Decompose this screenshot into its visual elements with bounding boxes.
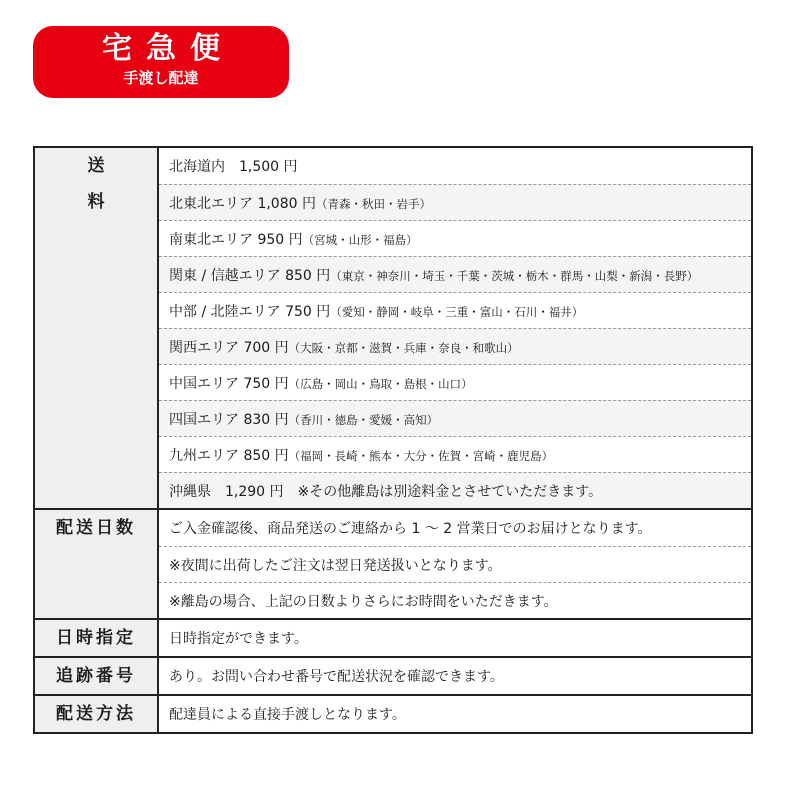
shipping-fee-header: 送 料 bbox=[35, 148, 159, 508]
fee-row-chubu: 中部 / 北陸エリア 750 円（愛知・静岡・岐阜・三重・富山・石川・福井） bbox=[159, 292, 751, 328]
fee-row-chugoku: 中国エリア 750 円（広島・岡山・鳥取・島根・山口） bbox=[159, 364, 751, 400]
fee-row-minami-tohoku: 南東北エリア 950 円（宮城・山形・福島） bbox=[159, 220, 751, 256]
fee-row-shikoku: 四国エリア 830 円（香川・徳島・愛媛・高知） bbox=[159, 400, 751, 436]
service-badge bbox=[33, 26, 289, 98]
tracking-section bbox=[35, 656, 751, 694]
shipping-days-rows bbox=[159, 510, 751, 618]
tracking-header: 追跡番号 bbox=[35, 658, 159, 694]
shipping-days-header: 配送日数 bbox=[35, 510, 159, 618]
shipping-days-row: ご入金確認後、商品発送のご連絡から 1 〜 2 営業日でのお届けとなります。 bbox=[169, 521, 652, 537]
delivery-method-text: 配達員による直接手渡しとなります。 bbox=[169, 707, 406, 723]
fee-row-kanto: 関東 / 信越エリア 850 円（東京・神奈川・埼玉・千葉・茨城・栃木・群馬・山梨・新潟・長野） bbox=[159, 256, 751, 292]
shipping-fee-rows bbox=[159, 148, 751, 508]
fee-row-hokkaido: 北海道内 1,500 円 bbox=[169, 159, 298, 175]
badge-subtitle: 手渡し配達 bbox=[123, 69, 199, 87]
shipping-days-row: ※離島の場合、上記の日数よりさらにお時間をいただきます。 bbox=[159, 582, 751, 618]
shipping-days-row: ※夜間に出荷したご注文は翌日発送扱いとなります。 bbox=[159, 546, 751, 582]
badge-title: 宅急便 bbox=[102, 31, 234, 66]
delivery-method-section bbox=[35, 694, 751, 732]
delivery-method-header: 配送方法 bbox=[35, 696, 159, 732]
date-time-section bbox=[35, 618, 751, 656]
shipping-fee-section bbox=[35, 148, 751, 508]
shipping-days-section bbox=[35, 508, 751, 618]
fee-row-kita-tohoku: 北東北エリア 1,080 円（青森・秋田・岩手） bbox=[159, 184, 751, 220]
fee-row-kansai: 関西エリア 700 円（大阪・京都・滋賀・兵庫・奈良・和歌山） bbox=[159, 328, 751, 364]
date-time-text: 日時指定ができます。 bbox=[169, 631, 308, 647]
fee-row-okinawa: 沖縄県 1,290 円 ※その他離島は別途料金とさせていただきます。 bbox=[159, 472, 751, 508]
tracking-text: あり。お問い合わせ番号で配送状況を確認できます。 bbox=[169, 669, 504, 685]
date-time-header: 日時指定 bbox=[35, 620, 159, 656]
shipping-info-table bbox=[33, 146, 753, 734]
fee-row-kyushu: 九州エリア 850 円（福岡・長崎・熊本・大分・佐賀・宮崎・鹿児島） bbox=[159, 436, 751, 472]
